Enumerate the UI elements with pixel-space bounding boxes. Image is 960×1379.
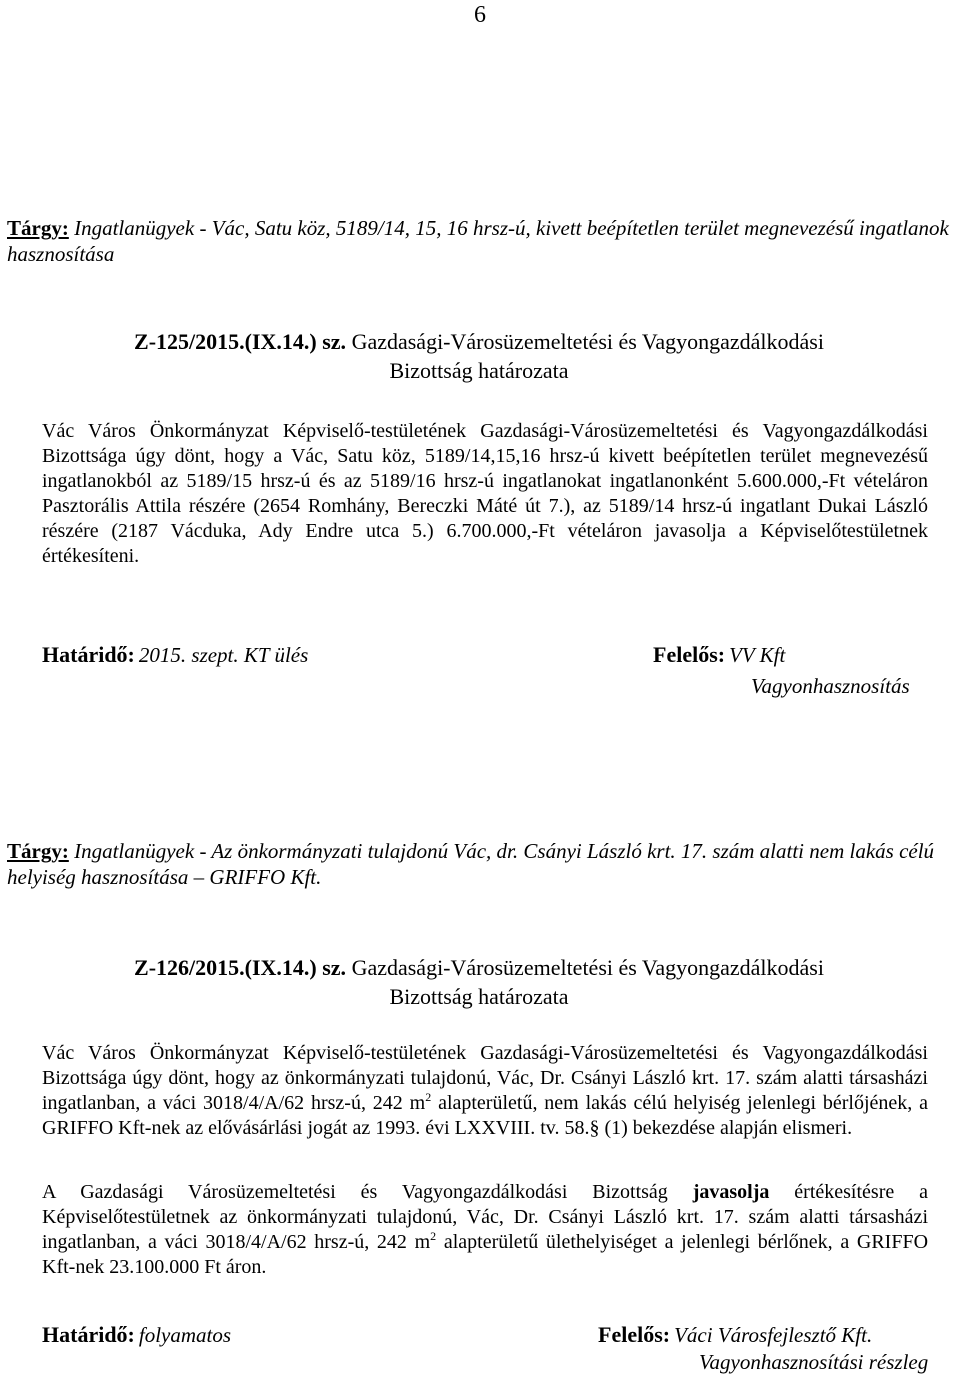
body-a-part-2: alapterületű, nem lakás célú helyiség jelenlegi bérlőjének, a GRIFFO Kft-nek az elővásárlási jogát az 1993. évi LXXVIII. tv. 58.§ (1) bekezdése alapján elismeri.: [42, 1092, 928, 1139]
resolution-1-body: Vác Város Önkormányzat Képviselő-testületének Gazdasági-Városüzemeltetési és Vagyongazdálkodási Bizottsága úgy dönt, hogy a Vác, Satu köz, 5189/14,15,16 hrsz-ú kivett beépítetlen terület megnevezésű ingatlanokból az 5189/15 hrsz-ú és az 5189/16 hrsz-ú ingatlanokat ingatlanonként 5.600.000,-Ft vételáron Pasztorális Attila részére (2654 Romhány, Bereczki Máté út 7.), az 5189/14 hrsz-ú ingatlant Dukai László részére (2187 Vácduka, Ady Endre utca 5.) 6.700.000,-Ft vételáron javasolja a Képviselőtestületnek értékesíteni.: [42, 420, 928, 567]
deadline-1-label: Határidő:: [42, 642, 135, 667]
subject-2: [7, 838, 955, 890]
responsible-2-value-1: Váci Városfejlesztő Kft.: [674, 1323, 873, 1347]
deadline-1: [42, 642, 308, 668]
resolution-2-number: Z-126/2015.(IX.14.) sz.: [134, 955, 347, 980]
deadline-1-value: 2015. szept. KT ülés: [138, 643, 309, 667]
resolution-2-body-a: [42, 1041, 928, 1141]
resolution-1-number: Z-125/2015.(IX.14.) sz.: [134, 329, 347, 354]
body-a-part-1: Vác Város Önkormányzat Képviselő-testületének Gazdasági-Városüzemeltetési és Vagyongazdálkodási Bizottsága úgy dönt, hogy az önkormányzati tulajdonú, Vác, Dr. Csányi László krt. 17. szám alatti társasházi ingatlanban, a váci 3018/4/A/62 hrsz-ú, 242 m: [42, 1042, 928, 1114]
responsible-1-label: Felelős:: [653, 642, 726, 667]
responsible-1-value-2: Vagyonhasznosítás: [751, 674, 910, 698]
subject-2-text: Ingatlanügyek - Az önkormányzati tulajdonú Vác, dr. Csányi László krt. 17. szám alatti nem lakás célú helyiség hasznosítása – GRIFFO Kft.: [7, 839, 935, 889]
deadline-2-label: Határidő:: [42, 1322, 135, 1347]
responsible-1-value-1: VV Kft: [729, 643, 786, 667]
responsible-2-label: Felelős:: [598, 1322, 671, 1347]
subject-1: [7, 215, 955, 267]
body-a-superscript: 2: [425, 1090, 432, 1104]
body-b-part-1: A Gazdasági Városüzemeltetési és Vagyongazdálkodási Bizottság: [42, 1181, 693, 1203]
deadline-2-value: folyamatos: [138, 1323, 232, 1347]
body-b-part-2: értékesítésre a Képviselőtestületnek az önkormányzati tulajdonú, Vác, Dr. Csányi László krt. 17. szám alatti társasházi ingatlanban, a váci 3018/4/A/62 hrsz-ú, 242 m: [42, 1181, 928, 1253]
responsible-2-value-2: Vagyonhasznosítási részleg: [699, 1350, 929, 1374]
body-b-bold: javasolja: [692, 1181, 770, 1203]
responsible-1: [653, 642, 785, 668]
body-b-part-3: alapterületű ülethelyiséget a jelenlegi bérlőnek, a GRIFFO Kft-nek 23.100.000 Ft áron.: [42, 1231, 929, 1278]
deadline-2: [42, 1322, 231, 1348]
body-b-superscript: 2: [430, 1229, 437, 1243]
resolution-2-title-line-1: [36, 955, 922, 981]
resolution-1-title-1: Gazdasági-Városüzemeltetési és Vagyongazdálkodási: [351, 329, 824, 354]
resolution-2-body-b: [42, 1180, 928, 1280]
responsible-2: [598, 1322, 872, 1348]
subject-1-label: Tárgy:: [7, 216, 69, 240]
subject-2-label: Tárgy:: [7, 839, 69, 863]
page-number: 6: [474, 2, 486, 28]
resolution-2-title-1: Gazdasági-Városüzemeltetési és Vagyongazdálkodási: [351, 955, 824, 980]
resolution-1-title-line-1: [36, 329, 922, 355]
resolution-1-title-line-2: Bizottság határozata: [389, 358, 569, 383]
resolution-2-title-line-2: Bizottság határozata: [389, 984, 569, 1009]
subject-1-text: Ingatlanügyek - Vác, Satu köz, 5189/14, 15, 16 hrsz-ú, kivett beépítetlen terület megnevezésű ingatlanok hasznosítása: [7, 216, 949, 266]
